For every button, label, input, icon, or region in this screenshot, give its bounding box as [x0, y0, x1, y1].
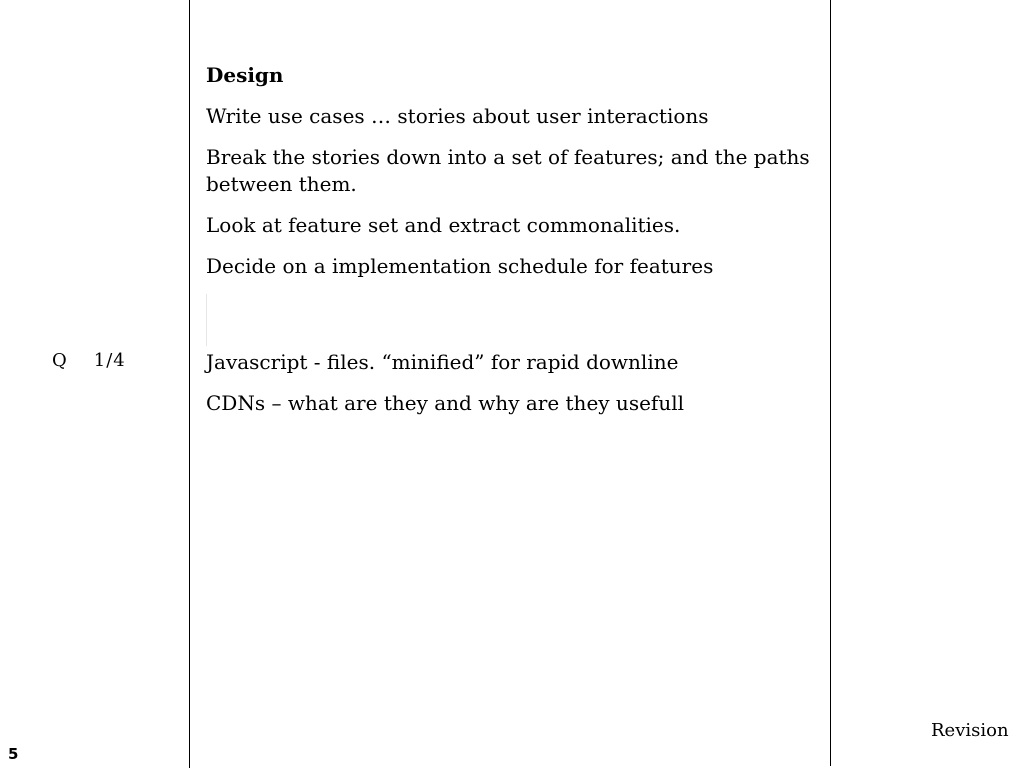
- faint-mark: [206, 294, 207, 346]
- question-label: Q: [52, 350, 68, 371]
- question-fraction: 1/4: [93, 350, 126, 371]
- point-javascript: Javascript - files. “minified” for rapid downline: [206, 350, 679, 374]
- question-marker: [52, 350, 126, 371]
- left-margin-rule: [189, 0, 190, 768]
- section-heading: Design: [206, 63, 284, 87]
- point-schedule: Decide on a implementation schedule for features: [206, 254, 714, 278]
- page-number: 5: [8, 745, 19, 763]
- blank-gap: [206, 294, 816, 349]
- point-commonalities: Look at feature set and extract commonalities.: [206, 213, 681, 237]
- right-margin-rule: [830, 0, 831, 766]
- point-cdns: CDNs – what are they and why are they usefull: [206, 391, 684, 415]
- revision-label: Revision: [931, 720, 1009, 741]
- point-use-cases: Write use cases … stories about user interactions: [206, 104, 709, 128]
- point-features: Break the stories down into a set of features; and the paths between them.: [206, 145, 810, 196]
- slide-content: [206, 62, 816, 431]
